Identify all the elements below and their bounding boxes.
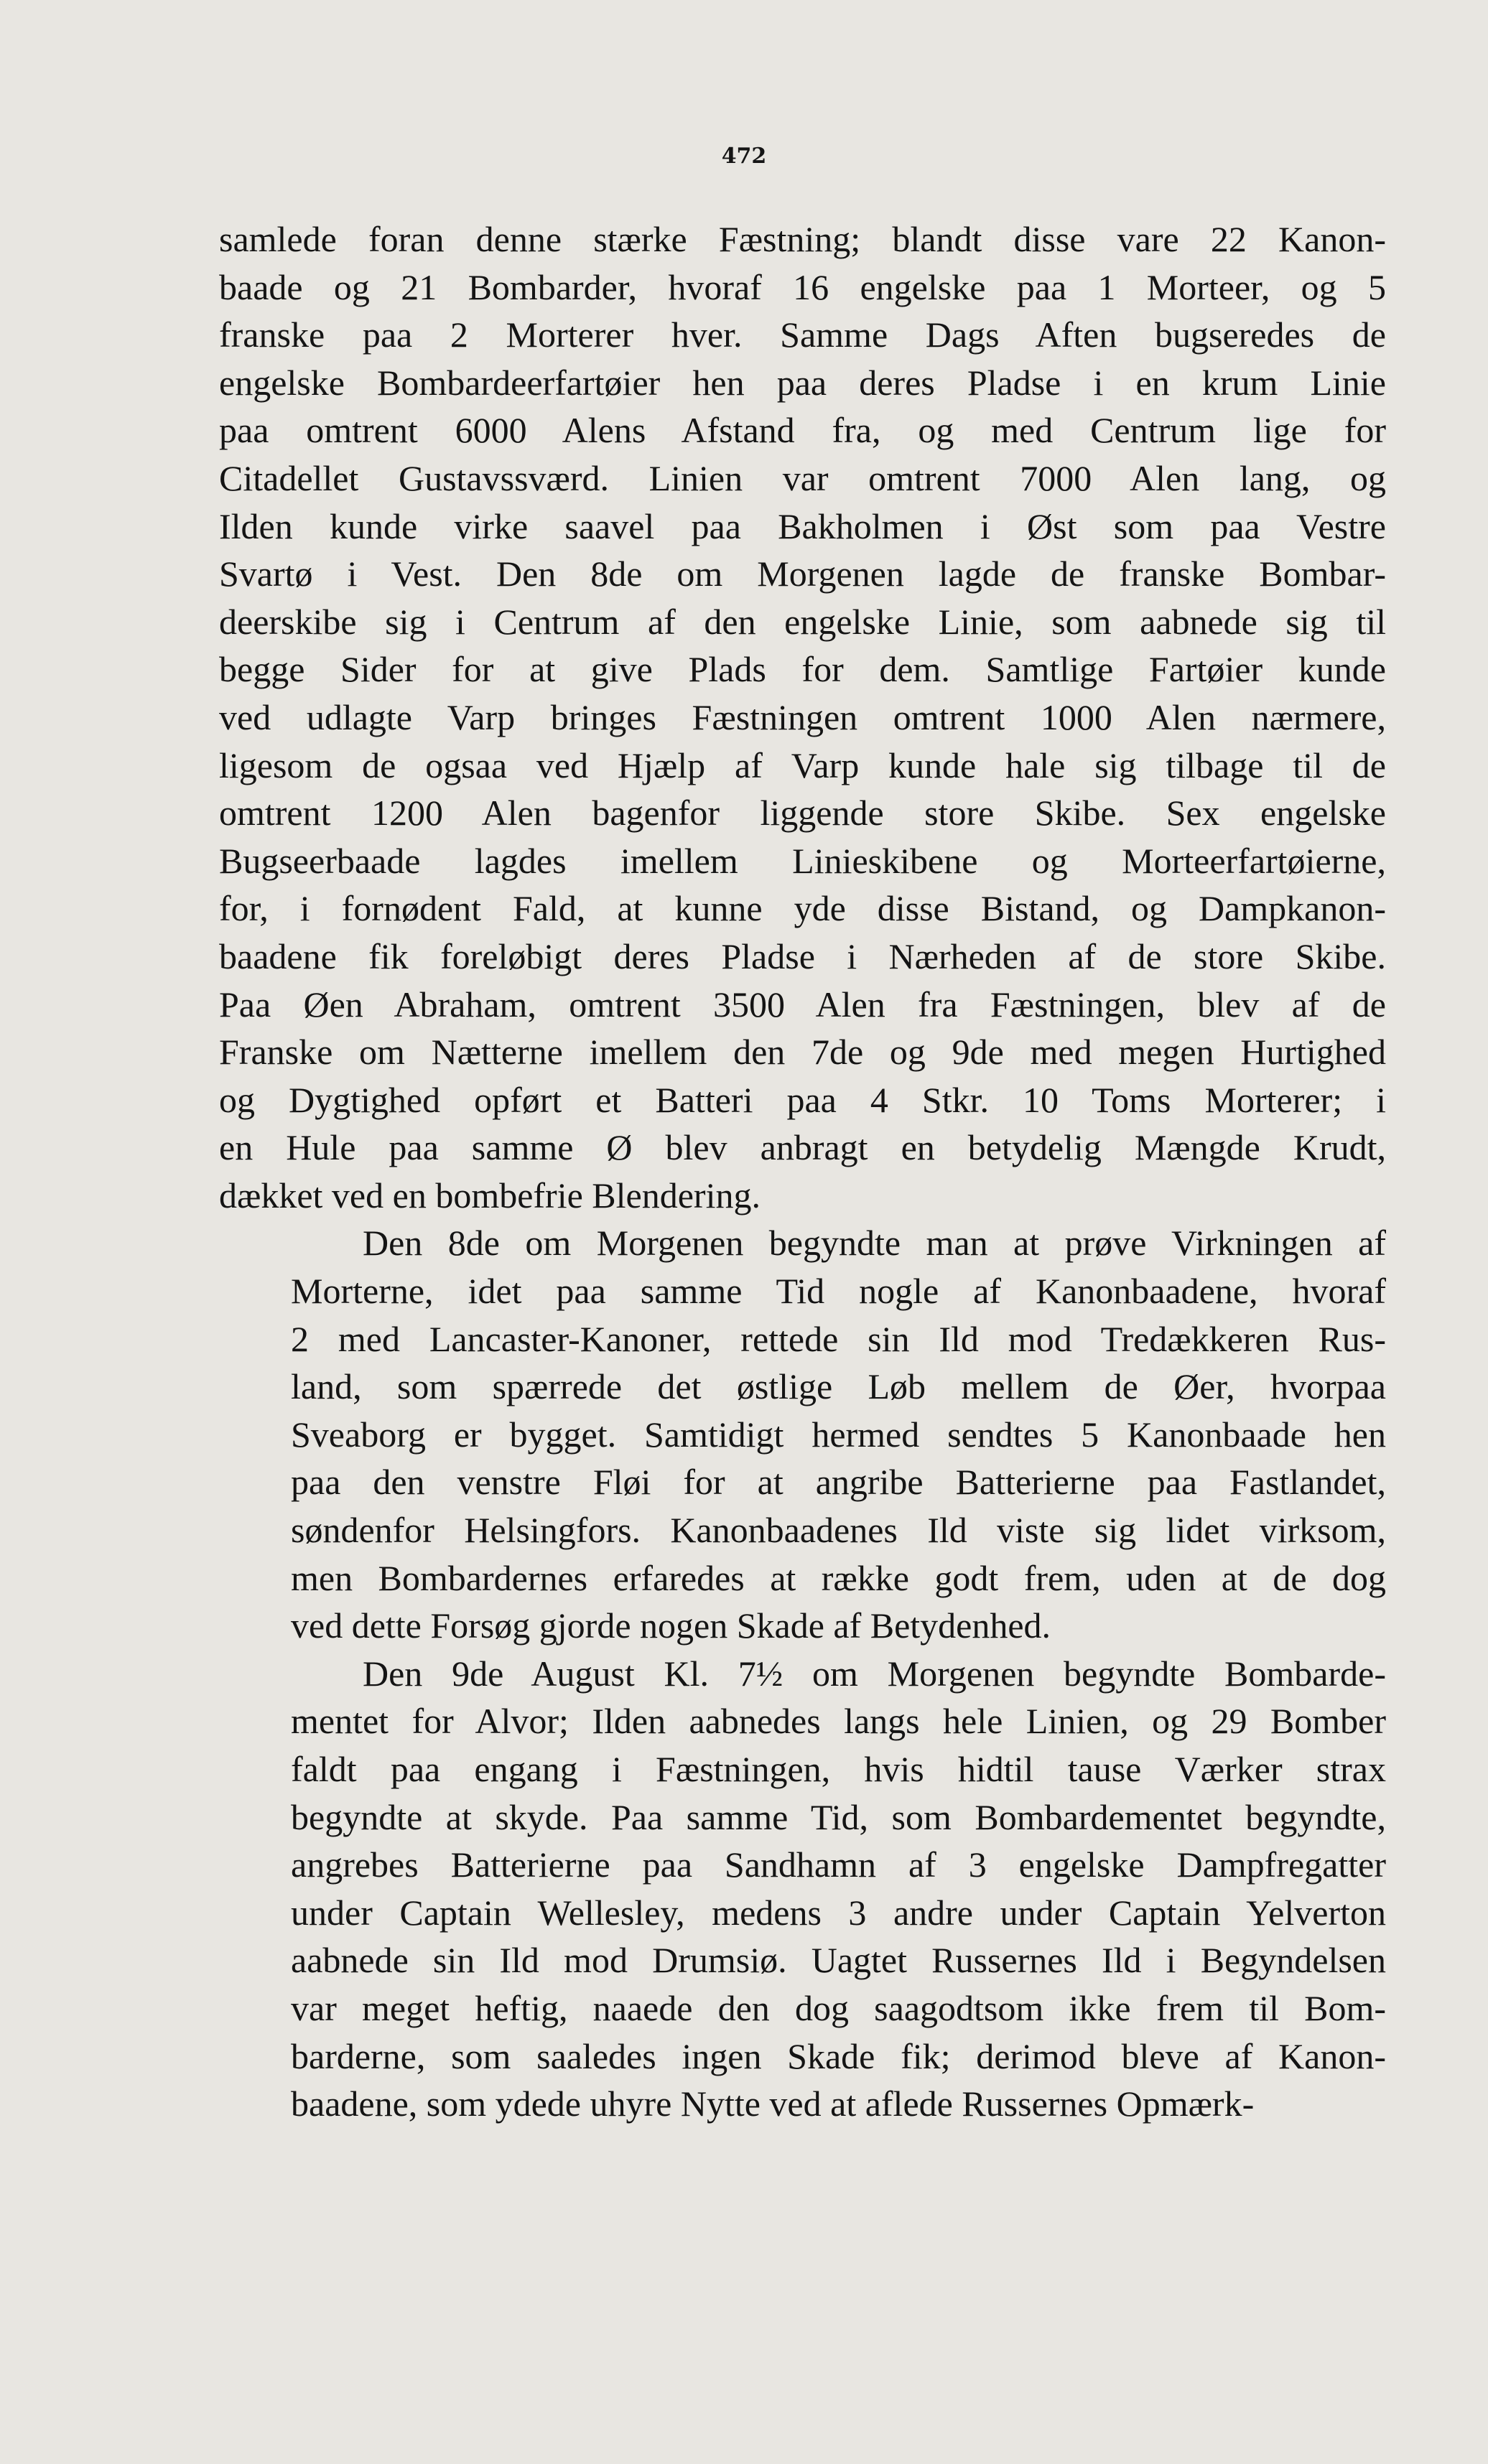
text-line: paa omtrent 6000 Alens Afstand fra, og med Centrum lige for: [219, 410, 1386, 451]
paragraph-1: [219, 215, 1386, 1219]
text-line: ved udlagte Varp bringes Fæstningen omtrent 1000 Alen nærmere,: [219, 696, 1386, 737]
text-line: paa den venstre Fløi for at angribe Batterierne paa Fastlandet,: [291, 1462, 1386, 1503]
text-line: Svartø i Vest. Den 8de om Morgenen lagde de franske Bombar-: [219, 554, 1386, 594]
text-line: samlede foran denne stærke Fæstning; blandt disse vare 22 Kanon-: [219, 219, 1386, 259]
text-line: Den 9de August Kl. 7½ om Morgenen begyndte Bombarde-: [363, 1653, 1386, 1694]
text-line: aabnede sin Ild mod Drumsiø. Uagtet Russernes Ild i Begyndelsen: [291, 1940, 1386, 1981]
text-line: Franske om Nætterne imellem den 7de og 9de med megen Hurtighed: [219, 1032, 1386, 1073]
text-line: ligesom de ogsaa ved Hjælp af Varp kunde hale sig tilbage til de: [219, 745, 1386, 785]
text-line: Sveaborg er bygget. Samtidigt hermed sendtes 5 Kanonbaade hen: [291, 1414, 1386, 1455]
text-line: begyndte at skyde. Paa samme Tid, som Bombardementet begyndte,: [291, 1796, 1386, 1837]
text-line: en Hule paa samme Ø blev anbragt en betydelig Mængde Krudt,: [219, 1127, 1386, 1168]
text-line: omtrent 1200 Alen bagenfor liggende store Skibe. Sex engelske: [219, 793, 1386, 834]
text-line: angrebes Batterierne paa Sandhamn af 3 engelske Dampfregatter: [291, 1844, 1386, 1885]
text-line: baade og 21 Bombarder, hvoraf 16 engelske paa 1 Morteer, og 5: [219, 266, 1386, 307]
text-line: Bugseerbaade lagdes imellem Linieskibene og Morteerfartøierne,: [219, 840, 1386, 881]
text-line: engelske Bombardeerfartøier hen paa deres Pladse i en krum Linie: [219, 362, 1386, 403]
body-text: [219, 215, 1386, 2128]
text-line: dækket ved en bombefrie Blendering.: [219, 1175, 761, 1215]
text-line: Ilden kunde virke saavel paa Bakholmen i Øst som paa Vestre: [219, 505, 1386, 546]
paragraph-3: [219, 1650, 1386, 2128]
text-line: Paa Øen Abraham, omtrent 3500 Alen fra Fæstningen, blev af de: [219, 984, 1386, 1025]
text-line: og Dygtighed opført et Batteri paa 4 Stkr. 10 Toms Morterer; i: [219, 1079, 1386, 1120]
text-line: begge Sider for at give Plads for dem. Samtlige Fartøier kunde: [219, 649, 1386, 690]
text-line: Citadellet Gustavssværd. Linien var omtrent 7000 Alen lang, og: [219, 457, 1386, 498]
text-line: barderne, som saaledes ingen Skade fik; derimod bleve af Kanon-: [291, 2035, 1386, 2076]
page-number: 472: [721, 144, 767, 169]
text-line: var meget heftig, naaede den dog saagodtsom ikke frem til Bom-: [291, 1987, 1386, 2028]
text-line: ved dette Forsøg gjorde nogen Skade af Betydenhed.: [291, 1605, 1051, 1646]
text-line: søndenfor Helsingfors. Kanonbaadenes Ild viste sig lidet virksom,: [291, 1510, 1386, 1551]
text-line: Den 8de om Morgenen begyndte man at prøve Virkningen af: [363, 1223, 1386, 1264]
text-line: mentet for Alvor; Ilden aabnedes langs hele Linien, og 29 Bomber: [291, 1701, 1386, 1742]
text-line: under Captain Wellesley, medens 3 andre under Captain Yelverton: [291, 1892, 1386, 1933]
paragraph-2: [219, 1219, 1386, 1649]
text-line: baadene, som ydede uhyre Nytte ved at aflede Russernes Opmærk-: [291, 2083, 1255, 2124]
text-line: deerskibe sig i Centrum af den engelske Linie, som aabnede sig til: [219, 601, 1386, 642]
text-line: men Bombardernes erfaredes at række godt frem, uden at de dog: [291, 1557, 1386, 1598]
text-line: baadene fik foreløbigt deres Pladse i Nærheden af de store Skibe.: [219, 935, 1386, 976]
text-line: franske paa 2 Morterer hver. Samme Dags Aften bugseredes de: [219, 314, 1386, 355]
text-line: faldt paa engang i Fæstningen, hvis hidtil tause Værker strax: [291, 1749, 1386, 1789]
text-line: for, i fornødent Fald, at kunne yde disse Bistand, og Dampkanon-: [219, 888, 1386, 929]
text-line: 2 med Lancaster-Kanoner, rettede sin Ild mod Tredækkeren Rus-: [291, 1318, 1386, 1359]
text-line: Morterne, idet paa samme Tid nogle af Kanonbaadene, hvoraf: [291, 1271, 1386, 1312]
text-line: land, som spærrede det østlige Løb mellem de Øer, hvorpaa: [291, 1366, 1386, 1407]
